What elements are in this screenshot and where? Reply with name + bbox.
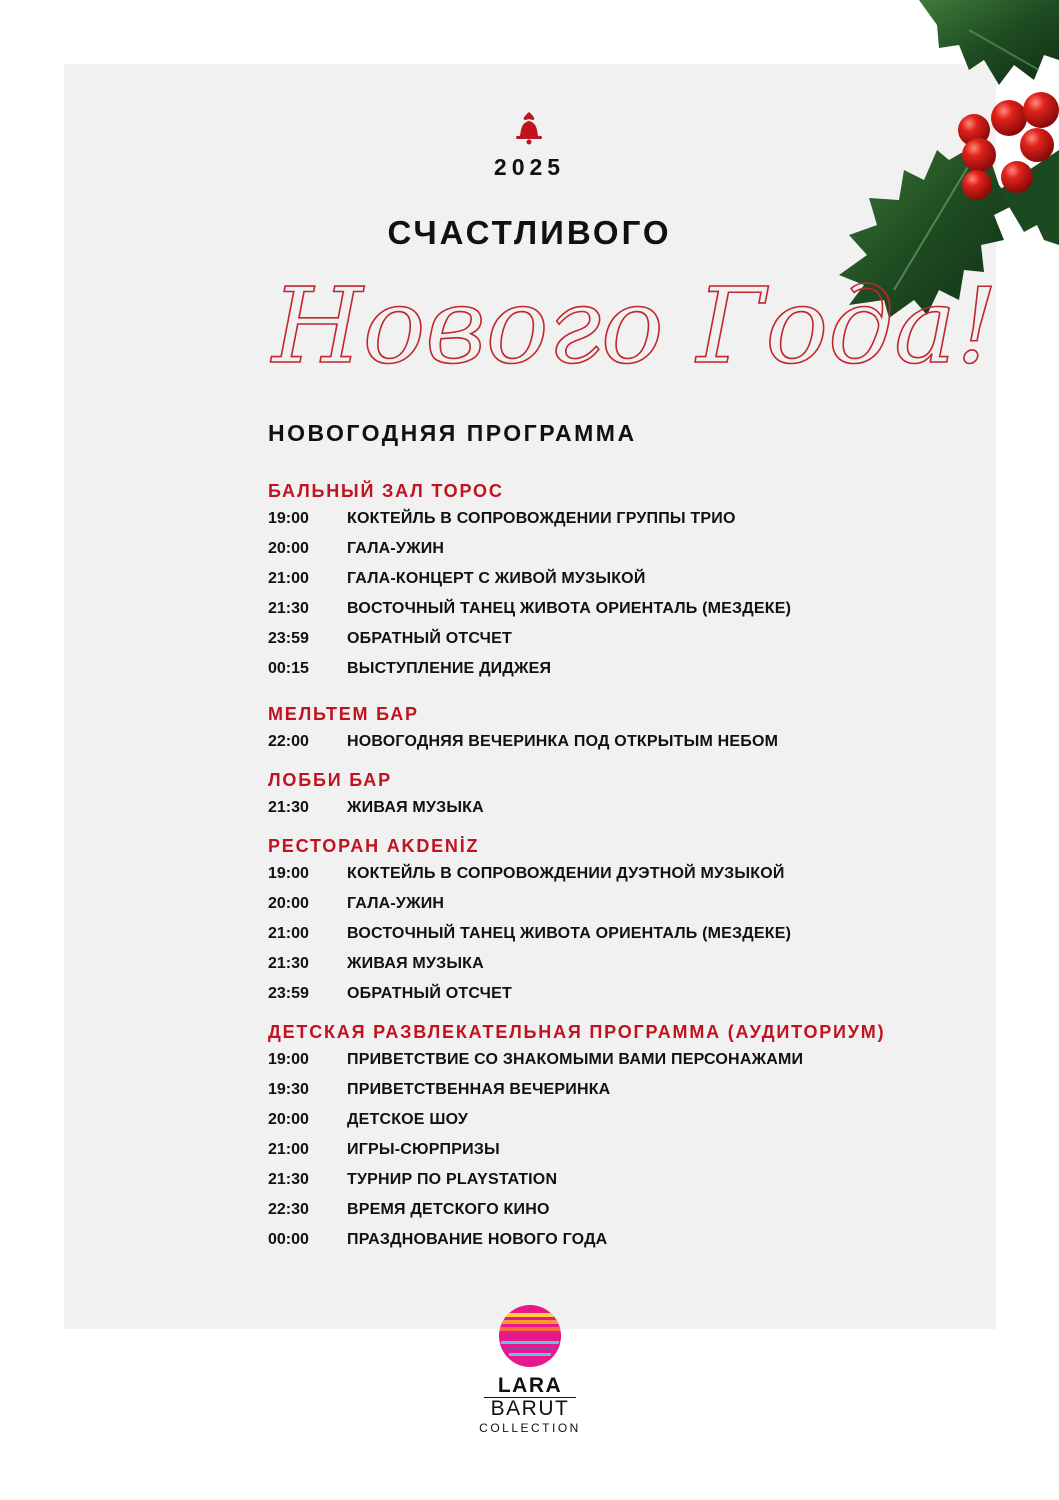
event-title: ПРИВЕТСТВИЕ СО ЗНАКОМЫМИ ВАМИ ПЕРСОНАЖАМИ — [347, 1051, 804, 1068]
event-title: ПРАЗДНОВАНИЕ НОВОГО ГОДА — [347, 1231, 608, 1248]
event-row — [268, 889, 968, 919]
event-row — [268, 727, 968, 757]
event-row — [268, 1195, 968, 1225]
event-time: 00:00 — [268, 1231, 309, 1248]
event-row — [268, 654, 968, 684]
event-time: 19:00 — [268, 1051, 309, 1068]
event-title: ДЕТСКОЕ ШОУ — [347, 1111, 469, 1128]
script-title — [262, 262, 998, 422]
venue-heading: ЛОББИ БАР — [268, 770, 392, 790]
event-time: 20:00 — [268, 1111, 309, 1128]
program-section — [268, 1019, 968, 1255]
event-row — [268, 979, 968, 1009]
event-title: ЖИВАЯ МУЗЫКА — [347, 955, 484, 972]
program-section — [268, 701, 968, 757]
event-row — [268, 534, 968, 564]
event-row — [268, 793, 968, 823]
event-title: ГАЛА-УЖИН — [347, 540, 445, 557]
event-time: 19:30 — [268, 1081, 309, 1098]
event-time: 19:00 — [268, 510, 309, 527]
event-title: НОВОГОДНЯЯ ВЕЧЕРИНКА ПОД ОТКРЫТЫМ НЕБОМ — [347, 733, 779, 750]
event-row — [268, 1225, 968, 1255]
event-row — [268, 1075, 968, 1105]
venue-heading: РЕСТОРАН AKDENİZ — [268, 836, 480, 856]
event-row — [268, 1105, 968, 1135]
logo-name-line3: COLLECTION — [479, 1421, 581, 1435]
event-time: 20:00 — [268, 895, 309, 912]
bell-icon — [510, 108, 548, 146]
event-time: 21:30 — [268, 1171, 309, 1188]
event-time: 21:30 — [268, 799, 309, 816]
event-title: ОБРАТНЫЙ ОТСЧЕТ — [347, 630, 512, 647]
program-list — [268, 478, 968, 1255]
event-title: ВЫСТУПЛЕНИЕ ДИДЖЕЯ — [347, 660, 552, 677]
event-time: 22:00 — [268, 733, 309, 750]
venue-heading: МЕЛЬТЕМ БАР — [268, 704, 419, 724]
event-time: 23:59 — [268, 630, 309, 647]
event-row — [268, 919, 968, 949]
event-row — [268, 1045, 968, 1075]
event-title: ИГРЫ-СЮРПРИЗЫ — [347, 1141, 500, 1158]
event-title: ПРИВЕТСТВЕННАЯ ВЕЧЕРИНКА — [347, 1081, 611, 1098]
program-section — [268, 833, 968, 1009]
event-row — [268, 594, 968, 624]
event-title: ВОСТОЧНЫЙ ТАНЕЦ ЖИВОТА ОРИЕНТАЛЬ (МЕЗДЕКЕ) — [347, 600, 792, 617]
year: 2025 — [493, 154, 566, 180]
event-time: 20:00 — [268, 540, 309, 557]
event-row — [268, 504, 968, 534]
event-title: ВОСТОЧНЫЙ ТАНЕЦ ЖИВОТА ОРИЕНТАЛЬ (МЕЗДЕКЕ) — [347, 925, 792, 942]
venue-heading: БАЛЬНЫЙ ЗАЛ ТОРОС — [268, 481, 504, 501]
event-time: 22:30 — [268, 1201, 309, 1218]
event-time: 21:00 — [268, 925, 309, 942]
event-title: КОКТЕЙЛЬ В СОПРОВОЖДЕНИИ ДУЭТНОЙ МУЗЫКОЙ — [347, 865, 785, 882]
event-row — [268, 564, 968, 594]
event-row — [268, 624, 968, 654]
venue-heading: ДЕТСКАЯ РАЗВЛЕКАТЕЛЬНАЯ ПРОГРАММА (АУДИТОРИУМ) — [268, 1022, 886, 1042]
event-row — [268, 859, 968, 889]
event-time: 21:30 — [268, 955, 309, 972]
event-title: ОБРАТНЫЙ ОТСЧЕТ — [347, 985, 512, 1002]
event-time: 23:59 — [268, 985, 309, 1002]
event-time: 21:30 — [268, 600, 309, 617]
event-time: 21:00 — [268, 570, 309, 587]
logo-name-line1: LARA — [497, 1374, 563, 1397]
event-time: 21:00 — [268, 1141, 309, 1158]
program-section — [268, 478, 968, 684]
logo-name-line2: BARUT — [490, 1397, 570, 1420]
event-title: ВРЕМЯ ДЕТСКОГО КИНО — [347, 1201, 550, 1218]
script-title-text: Нового Года! — [272, 265, 998, 387]
brand-logo — [470, 1303, 590, 1443]
event-row — [268, 1135, 968, 1165]
event-title: ГАЛА-КОНЦЕРТ С ЖИВОЙ МУЗЫКОЙ — [347, 570, 646, 587]
program-subtitle: НОВОГОДНЯЯ ПРОГРАММА — [268, 420, 637, 446]
event-title: ТУРНИР ПО PLAYSTATION — [347, 1171, 558, 1188]
event-title: ГАЛА-УЖИН — [347, 895, 445, 912]
event-title: КОКТЕЙЛЬ В СОПРОВОЖДЕНИИ ГРУППЫ ТРИО — [347, 510, 736, 527]
event-row — [268, 949, 968, 979]
event-row — [268, 1165, 968, 1195]
event-time: 19:00 — [268, 865, 309, 882]
program-section — [268, 767, 968, 823]
event-title: ЖИВАЯ МУЗЫКА — [347, 799, 484, 816]
sunset-logo-icon — [497, 1303, 563, 1369]
greeting-headline: СЧАСТЛИВОГО — [387, 214, 672, 251]
event-time: 00:15 — [268, 660, 309, 677]
